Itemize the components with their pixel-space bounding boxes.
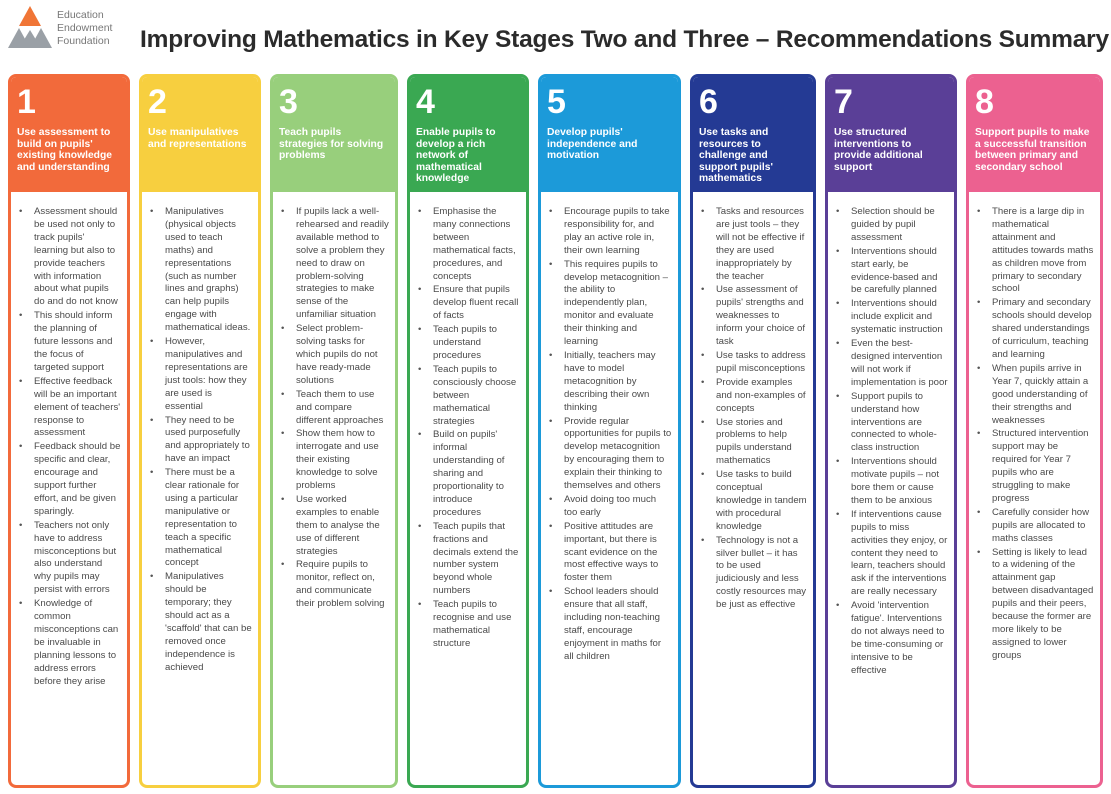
recommendation-title: Teach pupils strategies for solving problems: [279, 127, 384, 161]
recommendation-number: 4: [416, 83, 435, 121]
recommendation-number: 7: [834, 83, 853, 121]
recommendation-title: Use tasks and resources to challenge and support pupils' mathematics: [699, 127, 773, 184]
recommendation-body: [828, 192, 954, 785]
recommendation-point: • Interventions should start early, be evidence-based and be carefully planned: [835, 246, 948, 298]
recommendation-header: [410, 77, 526, 192]
recommendation-point: • Encourage pupils to take responsibility for, and play an active role in, their own learning: [548, 206, 672, 258]
recommendation-point: • There is a large dip in mathematical attainment and attitudes towards maths as children move from primary to secondary school: [976, 206, 1094, 296]
recommendation-body: [142, 192, 258, 785]
recommendation-card-2: [139, 74, 261, 788]
recommendation-header: [273, 77, 395, 192]
recommendation-body: [969, 192, 1100, 785]
recommendation-points: [18, 206, 121, 689]
recommendation-point: • Emphasise the many connections between mathematical facts, procedures, and concepts: [417, 206, 520, 283]
recommendation-points: [700, 206, 807, 612]
recommendation-point: • Tasks and resources are just tools – they will not be effective if they are used inappropriately by the teacher: [700, 206, 807, 283]
recommendation-point: • Use assessment of pupils' strengths and weaknesses to inform your choice of task: [700, 284, 807, 349]
recommendation-point: • Selection should be guided by pupil assessment: [835, 206, 948, 245]
recommendation-point: • Effective feedback will be an important element of teachers' response to assessment: [18, 376, 121, 441]
recommendation-point: • Provide examples and non-examples of concepts: [700, 377, 807, 416]
recommendation-point: • Provide regular opportunities for pupils to develop metacognition by encouraging them to explain their thinking to themselves and others: [548, 416, 672, 493]
recommendation-card-6: [690, 74, 816, 788]
recommendation-point: • Manipulatives should be temporary; they should act as a 'scaffold' that can be removed once independence is achieved: [149, 571, 252, 674]
recommendation-point: • Avoid 'intervention fatigue'. Interventions do not always need to be time-consuming or intensive to be effective: [835, 600, 948, 677]
recommendation-point: • Teach them to use and compare different approaches: [280, 389, 389, 428]
recommendation-header: [828, 77, 954, 192]
recommendation-point: • Knowledge of common misconceptions can be invaluable in planning lessons to address errors before they arise: [18, 598, 121, 688]
recommendation-card-8: [966, 74, 1103, 788]
recommendation-point: • Use stories and problems to help pupils understand mathematics: [700, 417, 807, 469]
recommendation-point: • Manipulatives (physical objects used to teach maths) and representations (such as number lines and graphs) can help pupils engage with mathematical ideas.: [149, 206, 252, 335]
recommendation-point: • Teach pupils to understand procedures: [417, 324, 520, 363]
recommendation-point: • Interventions should motivate pupils – not bore them or cause them to be anxious: [835, 456, 948, 508]
recommendation-card-1: [8, 74, 130, 788]
recommendation-body: [541, 192, 678, 785]
page-header: [0, 0, 1111, 72]
recommendation-body: [273, 192, 395, 785]
recommendation-number: 2: [148, 83, 167, 121]
recommendation-point: • Setting is likely to lead to a widening of the attainment gap between disadvantaged pupils and their peers, because the former are more likely to be assigned to lower groups: [976, 547, 1094, 663]
recommendation-point: • Technology is not a silver bullet – it has to be used judiciously and less costly resources may be just as effective: [700, 535, 807, 612]
recommendation-header: [541, 77, 678, 192]
recommendation-point: • This requires pupils to develop metacognition – the ability to independently plan, monitor and evaluate their thinking and learning: [548, 259, 672, 349]
recommendation-points: [548, 206, 672, 664]
recommendation-title: Use assessment to build on pupils' existing knowledge and understanding: [17, 127, 112, 173]
recommendation-point: • Primary and secondary schools should develop shared understandings of curriculum, teaching and learning: [976, 297, 1094, 362]
recommendation-card-7: [825, 74, 957, 788]
recommendation-point: • Feedback should be specific and clear, encourage and support further effort, and be given sparingly.: [18, 441, 121, 518]
recommendation-number: 5: [547, 83, 566, 121]
recommendation-point: • Teachers not only have to address misconceptions but also understand why pupils may persist with errors: [18, 520, 121, 597]
recommendation-point: • Interventions should include explicit and systematic instruction: [835, 298, 948, 337]
recommendation-title: Use manipulatives and representations: [148, 127, 247, 150]
recommendation-body: [11, 192, 127, 785]
recommendation-point: • If pupils lack a well-rehearsed and readily available method to solve a problem they need to draw on problem-solving strategies to make sense of the unfamiliar situation: [280, 206, 389, 322]
recommendation-point: • School leaders should ensure that all staff, including non-teaching staff, encourage enjoyment in maths for all children: [548, 586, 672, 663]
recommendation-point: • There must be a clear rationale for using a particular manipulative or representation to teach a specific mathematical concept: [149, 467, 252, 570]
recommendation-point: • Use tasks to build conceptual knowledge in tandem with procedural knowledge: [700, 469, 807, 534]
recommendation-header: [693, 77, 813, 192]
recommendation-header: [969, 77, 1100, 192]
recommendation-number: 6: [699, 83, 718, 121]
recommendation-point: • When pupils arrive in Year 7, quickly attain a good understanding of their strengths and weaknesses: [976, 363, 1094, 428]
recommendation-number: 1: [17, 83, 36, 121]
recommendation-point: • If interventions cause pupils to miss activities they enjoy, or content they need to learn, teachers should ask if the interventions are really necessary: [835, 509, 948, 599]
recommendation-body: [410, 192, 526, 785]
recommendation-point: • Ensure that pupils develop fluent recall of facts: [417, 284, 520, 323]
recommendation-point: • Use tasks to address pupil misconceptions: [700, 350, 807, 376]
recommendation-point: • Show them how to interrogate and use their existing knowledge to solve problems: [280, 428, 389, 493]
recommendation-points: [149, 206, 252, 675]
recommendation-header: [142, 77, 258, 192]
recommendation-card-3: [270, 74, 398, 788]
recommendation-header: [11, 77, 127, 192]
recommendation-point: • Carefully consider how pupils are allocated to maths classes: [976, 507, 1094, 546]
recommendation-point: • Select problem-solving tasks for which pupils do not have ready-made solutions: [280, 323, 389, 388]
recommendation-card-5: [538, 74, 681, 788]
recommendation-body: [693, 192, 813, 785]
recommendation-point: • Even the best-designed intervention will not work if implementation is poor: [835, 338, 948, 390]
organisation-name: [57, 9, 112, 48]
recommendation-point: • Build on pupils' informal understanding of sharing and proportionality to introduce procedures: [417, 429, 520, 519]
org-line-3: Foundation: [57, 35, 110, 47]
eef-logo-icon: [8, 6, 52, 48]
org-line-2: Endowment: [57, 22, 113, 34]
recommendation-point: • Avoid doing too much too early: [548, 494, 672, 520]
recommendation-point: • Teach pupils to consciously choose between mathematical strategies: [417, 364, 520, 429]
recommendations-grid: [8, 74, 1103, 790]
recommendation-point: • This should inform the planning of future lessons and the focus of targeted support: [18, 310, 121, 375]
recommendation-title: Develop pupils' independence and motivation: [547, 127, 638, 161]
recommendation-points: [280, 206, 389, 611]
recommendation-point: • Structured intervention support may be required for Year 7 pupils who are struggling to make progress: [976, 428, 1094, 505]
recommendation-point: • Initially, teachers may have to model metacognition by describing their own thinking: [548, 350, 672, 415]
recommendation-point: • They need to be used purposefully and appropriately to have an impact: [149, 415, 252, 467]
recommendation-number: 3: [279, 83, 298, 121]
recommendation-point: • Positive attitudes are important, but there is scant evidence on the most effective ways to foster them: [548, 521, 672, 586]
recommendation-point: • Require pupils to monitor, reflect on, and communicate their problem solving: [280, 559, 389, 611]
recommendation-point: • Assessment should be used not only to track pupils' learning but also to provide teachers with information about what pupils do and do not know: [18, 206, 121, 309]
recommendation-points: [417, 206, 520, 651]
recommendation-point: • Support pupils to understand how interventions are connected to whole-class instruction: [835, 391, 948, 456]
recommendation-point: • Teach pupils that fractions and decimals extend the number system beyond whole numbers: [417, 521, 520, 598]
org-line-1: Education: [57, 9, 104, 21]
recommendation-title: Enable pupils to develop a rich network of mathematical knowledge: [416, 127, 496, 184]
page-title: Improving Mathematics in Key Stages Two and Three – Recommendations Summary: [140, 26, 1109, 53]
recommendation-points: [835, 206, 948, 678]
recommendation-point: • Use worked examples to enable them to analyse the use of different strategies: [280, 494, 389, 559]
recommendation-title: Support pupils to make a successful transition between primary and secondary school: [975, 127, 1090, 173]
recommendation-number: 8: [975, 83, 994, 121]
recommendation-card-4: [407, 74, 529, 788]
recommendation-title: Use structured interventions to provide additional support: [834, 127, 923, 173]
recommendation-points: [976, 206, 1094, 663]
recommendation-point: • However, manipulatives and representations are just tools: how they are used is essential: [149, 336, 252, 413]
recommendation-point: • Teach pupils to recognise and use mathematical structure: [417, 599, 520, 651]
